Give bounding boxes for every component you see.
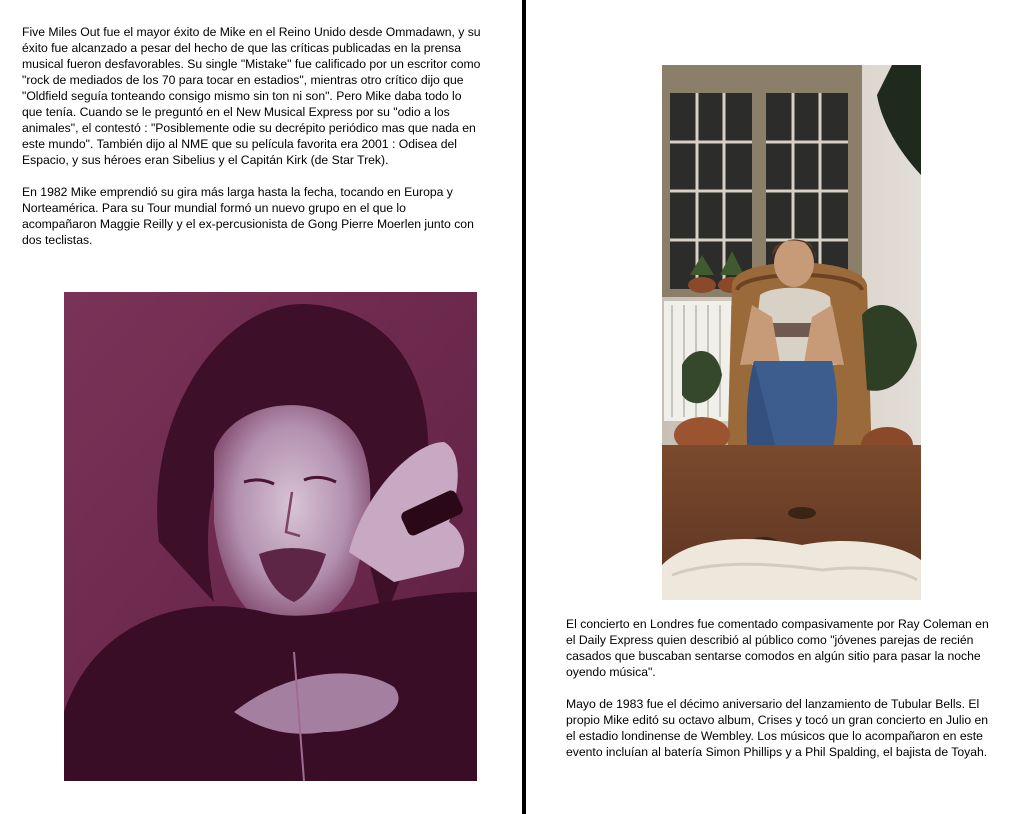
seated-photo-illustration <box>662 65 921 600</box>
right-paragraph-2: Mayo de 1983 fue el décimo aniversario del lanzamiento de Tubular Bells. El propio Mike editó su octavo album, Crises y tocó un gran concierto en Julio en el estadio londinense de Wembley. Los músicos que lo acompañaron en este evento incluían al batería Simon Phillips y a Phil Spalding, el bajista de Toyah. <box>566 697 989 759</box>
left-article-text <box>22 24 482 248</box>
right-article-text <box>566 616 994 760</box>
portrait-photo <box>64 292 477 781</box>
page-divider <box>522 0 526 814</box>
portrait-photo-illustration <box>64 292 477 781</box>
right-paragraph-1: El concierto en Londres fue comentado compasivamente por Ray Coleman en el Daily Express quien describió al público como "jóvenes parejas de recién casados que buscaban sentarse comodos en algún sitio para pasar la noche oyendo música". <box>566 617 989 679</box>
seated-photo <box>662 65 921 600</box>
left-paragraph-2: En 1982 Mike emprendió su gira más larga hasta la fecha, tocando en Europa y Norteamérica. Para su Tour mundial formó un nuevo grupo en el que lo acompañaron Maggie Reilly y el ex-percusionista de Gong Pierre Moerlen junto con dos teclistas. <box>22 185 474 247</box>
right-page <box>528 0 1020 814</box>
left-paragraph-1: Five Miles Out fue el mayor éxito de Mike en el Reino Unido desde Ommadawn, y su éxito fue alcanzado a pesar del hecho de que las críticas publicadas en la prensa musical fueron desfavorables. Su single "Mistake" fue calificado por un escritor como "rock de mediados de los 70 para tocar en estadios", mientras otro crítico dijo que "Oldfield seguía tonteando consigo mismo sin ton ni son". Pero Mike daba todo lo que tenía. Cuando se le preguntó en el New Musical Express por su "odio a los animales", el contestó : "Posiblemente odie su decrépito periódico mas que nada en este mundo". También dijo al NME que su película favorita era 2001 : Odisea del Espacio, y sus héroes eran Sibelius y el Capitán Kirk (de Star Trek). <box>22 25 481 167</box>
